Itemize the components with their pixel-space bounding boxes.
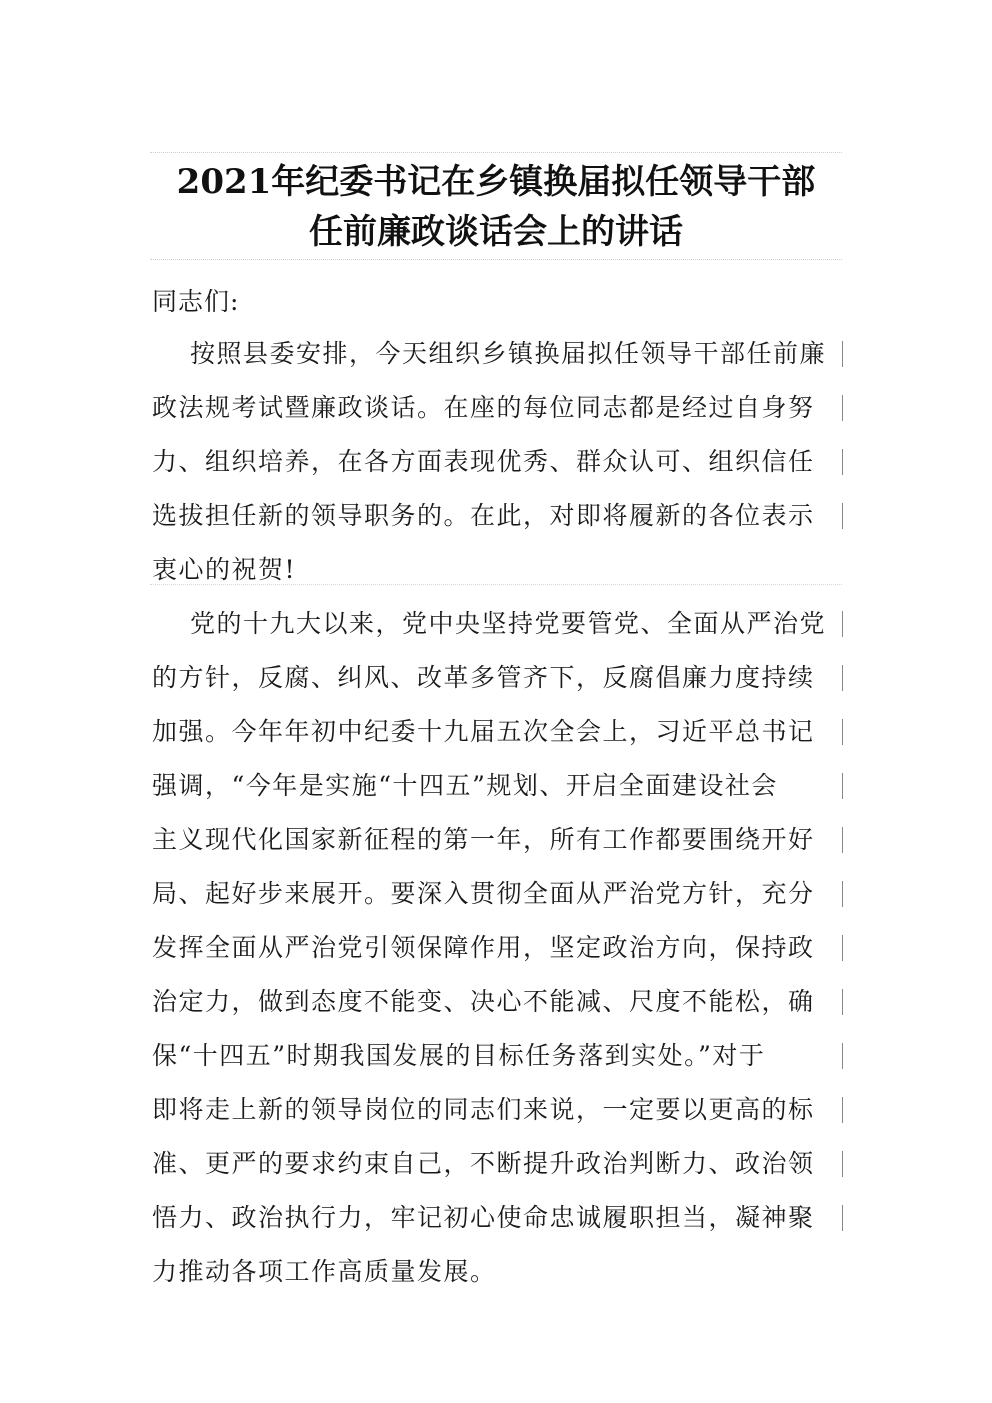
margin-mark — [842, 989, 843, 1015]
paragraph-separator — [150, 584, 842, 585]
paragraph2-line: 治定力，做到态度不能变、决心不能减、尺度不能松，确 — [152, 987, 815, 1016]
paragraph2-line: 悟力、政治执行力，牢记初心使命忠诚履职担当，凝神聚 — [152, 1203, 815, 1232]
margin-mark — [842, 1205, 843, 1231]
margin-mark — [842, 1151, 843, 1177]
salutation: 同志们: — [152, 287, 240, 316]
margin-mark — [842, 719, 843, 745]
margin-mark — [842, 611, 843, 637]
title-line-2: 任前廉政谈话会上的讲话 — [309, 212, 683, 252]
paragraph2-line: 发挥全面从严治党引领保障作用，坚定政治方向，保持政 — [152, 933, 815, 962]
margin-mark — [842, 881, 843, 907]
margin-mark — [842, 935, 843, 961]
title-line-1: 2021年纪委书记在乡镇换届拟任领导干部 — [176, 162, 816, 202]
margin-mark — [842, 773, 843, 799]
paragraph2-line: 党的十九大以来，党中央坚持党要管党、全面从严治党 — [190, 609, 827, 638]
paragraph2-line: 主义现代化国家新征程的第一年，所有工作都要围绕开好 — [152, 825, 815, 854]
paragraph1-line: 衷心的祝贺! — [152, 555, 297, 584]
margin-mark — [842, 395, 843, 421]
paragraph2-line: 准、更严的要求约束自己，不断提升政治判断力、政治领 — [152, 1149, 815, 1178]
paragraph2-line: 局、起好步来展开。要深入贯彻全面从严治党方针，充分 — [152, 879, 815, 908]
margin-mark — [842, 1097, 843, 1123]
paragraph1-line: 力、组织培养，在各方面表现优秀、群众认可、组织信任 — [152, 447, 815, 476]
title-block — [150, 152, 842, 260]
margin-mark — [842, 827, 843, 853]
margin-mark — [842, 1043, 843, 1069]
paragraph1-line: 按照县委安排，今天组织乡镇换届拟任领导干部任前廉 — [190, 339, 827, 368]
paragraph2-line: 的方针，反腐、纠风、改革多管齐下，反腐倡廉力度持续 — [152, 663, 815, 692]
paragraph2-line: 加强。今年年初中纪委十九届五次全会上，习近平总书记 — [152, 717, 815, 746]
paragraph2-line: 强调，“今年是实施“十四五”规划、开启全面建设社会 — [152, 771, 778, 800]
margin-mark — [842, 449, 843, 475]
paragraph2-line: 力推动各项工作高质量发展。 — [152, 1257, 497, 1286]
paragraph2-line: 即将走上新的领导岗位的同志们来说，一定要以更高的标 — [152, 1095, 815, 1124]
margin-mark — [842, 665, 843, 691]
paragraph1-line: 选拔担任新的领导职务的。在此，对即将履新的各位表示 — [152, 501, 815, 530]
margin-mark — [842, 341, 843, 367]
margin-mark — [842, 503, 843, 529]
paragraph1-line: 政法规考试暨廉政谈话。在座的每位同志都是经过自身努 — [152, 393, 815, 422]
paragraph2-line: 保“十四五”时期我国发展的目标任务落到实处。”对于 — [152, 1041, 766, 1070]
